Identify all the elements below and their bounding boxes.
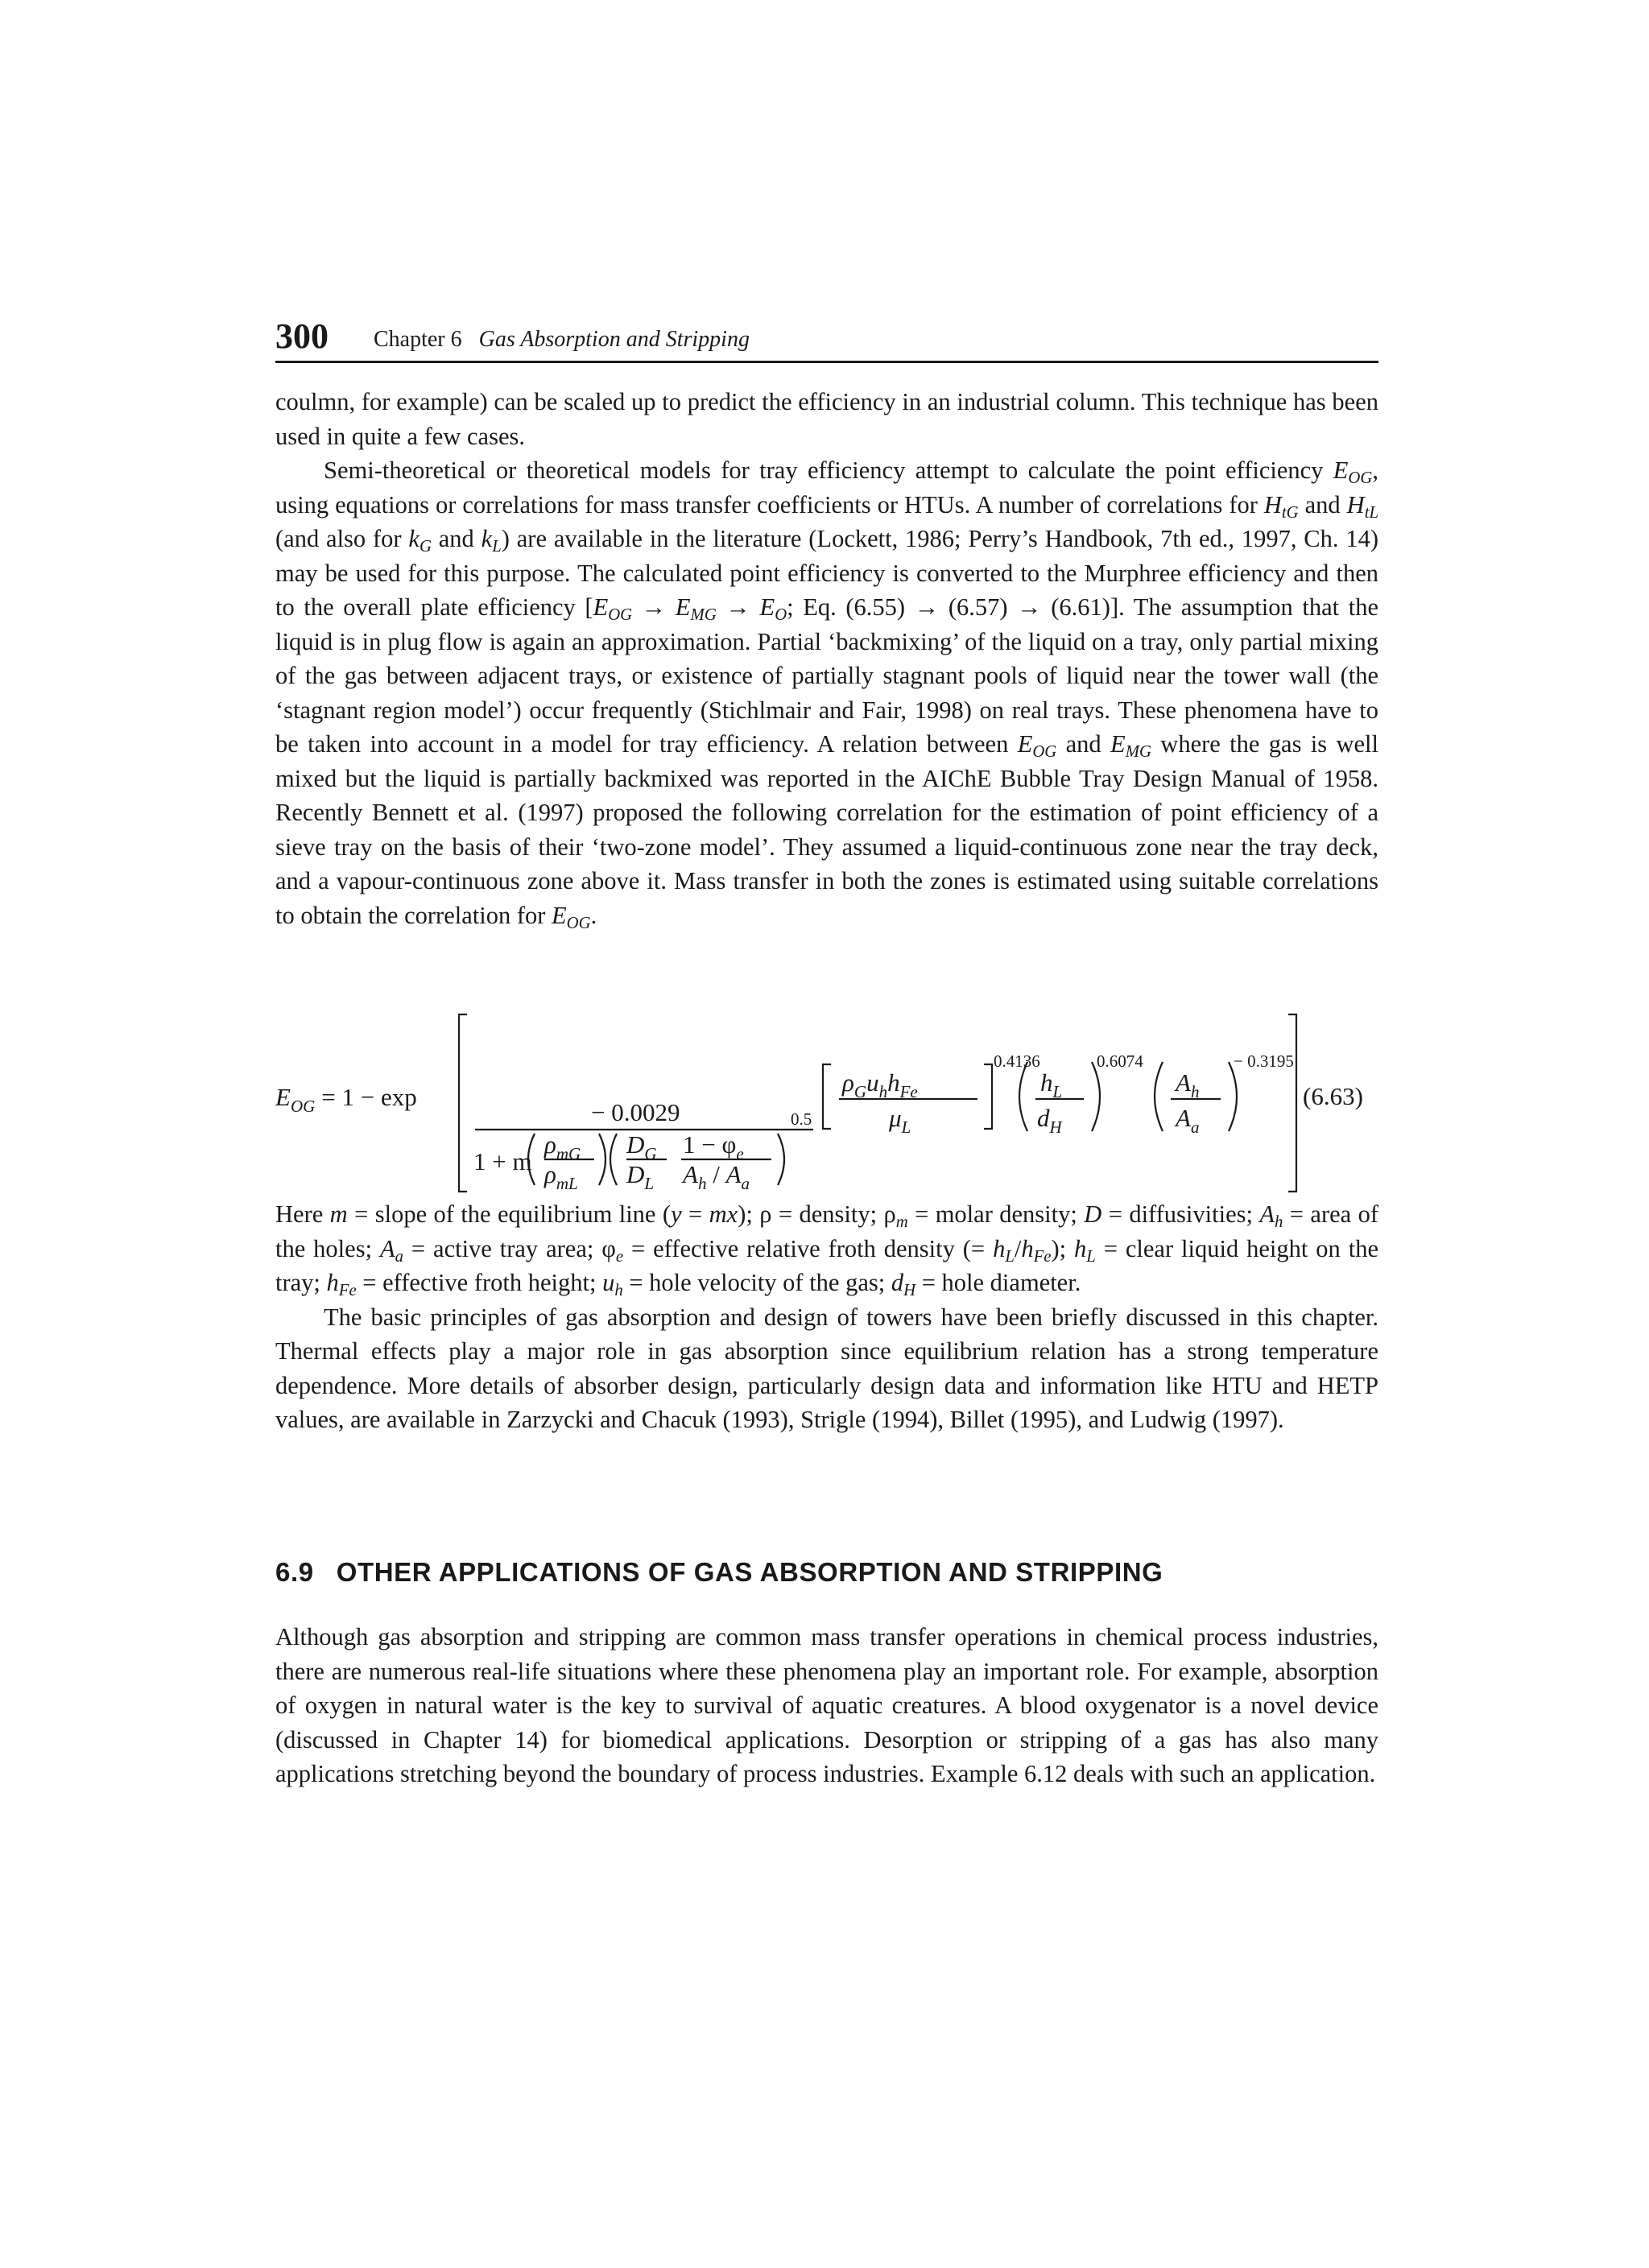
paragraph-4: The basic principles of gas absorption and design of towers have been briefly discussed in this chapter. Thermal effects play a major role in gas absorption since equilibrium relation has a strong temperature dependence. More details of absorber design, particularly design data and information like HTU and HETP values, are available in Zarzycki and Chacuk (1993), Strigle (1994), Billet (1995), and Ludwig (1997).: [275, 1303, 1378, 1433]
running-header: [275, 316, 1378, 363]
equation-exp-0-5: 0.5: [791, 1109, 812, 1129]
equation-lhs: = 1 − exp: [321, 1083, 417, 1111]
section-heading: [275, 1557, 1163, 1588]
svg-text:Ah / Aa: $A_h / A_a$: [683, 1160, 750, 1193]
svg-text:DG: $D_G$: [626, 1130, 657, 1163]
section-number: 6.9: [275, 1557, 314, 1587]
svg-text:ρmL: $\rho_{mL}$: [544, 1160, 578, 1193]
svg-text:1 − φe: $1 - \varphi_e$: [683, 1130, 744, 1163]
equation-one-minus-phi: 1 − φ: [683, 1130, 737, 1159]
body-top: [275, 385, 1378, 932]
equation-one-plus-m: 1 + m: [473, 1147, 532, 1175]
svg-text:ρmG: $\rho_{mG}$: [544, 1130, 581, 1163]
svg-text:dH: $d_H$: [1037, 1104, 1062, 1137]
svg-text:EOG= 1 − exp: $E_{OG} = 1 - \exp$: [275, 1083, 417, 1116]
equation-6-63: [275, 1010, 1378, 1196]
body-bottom: [275, 1620, 1378, 1791]
paragraph-2: Semi-theoretical or theoretical models for tray efficiency attempt to calculate the point efficiency $E_{OG}$, using equations or correlations for mass transfer coefficients or HTUs. A number of correlations for $H_{tG}$ and $H_{tL}$ (and also for $k_G$ and $k_L$) are available in the literature (Lockett, 1986; Perry’s Handbook, 7th ed., 1997, Ch. 14) may be used for this purpose. The calculated point efficiency is converted to the Murphree efficiency and then to the overall plate efficiency [$E_{OG} \to E_{MG} \to E_O$; Eq. (6.55) → (6.57) → (6.61)]. The assumption that the liquid is in plug flow is again an approximation. Partial ‘backmixing’ of the liquid on a tray, only partial mixing of the gas between adjacent trays, or existence of partially stagnant pools of liquid near the tower wall (the ‘stagnant region model’) occur frequently (Stichlmair and Fair, 1998) on real trays. These phenomena have to be taken into account in a model for tray efficiency. A relation between $E_{OG}$ and $E_{MG}$ where the gas is well mixed but the liquid is partially backmixed was reported in the AIChE Bubble Tray Design Manual of 1958. Recently Bennett et al. (1997) proposed the following correlation for the estimation of point efficiency of a sieve tray on the basis of their ‘two-zone model’. They assumed a liquid-continuous zone near the tray deck, and a vapour-continuous zone above it. Mass transfer in both the zones is estimated using suitable correlations to obtain the correlation for $E_{OG}$.: [275, 456, 1379, 932]
paragraph-3: Here m = slope of the equilibrium line (y = mx); ρ = density; $\rho_m$ = molar density; D = diffusivities; $A_h$ = area of the holes; $A_a$ = active tray area; $\varphi_e$ = effective relative froth density (= $h_L/h_{Fe}$); $h_L$ = clear liquid height on the tray; $h_{Fe}$ = effective froth height; $u_h$ = hole velocity of the gas; $d_H$ = hole diameter.: [275, 1200, 1378, 1299]
equation-numerator: − 0.0029: [591, 1098, 680, 1126]
body-middle: [275, 1197, 1378, 1437]
paragraph-5: Although gas absorption and stripping are common mass transfer operations in chemical process industries, there are numerous real-life situations where these phenomena play an important role. For example, absorption of oxygen in natural water is the key to survival of aquatic creatures. A blood oxygenator is a novel device (discussed in Chapter 14) for biomedical applications. Desorption or stripping of a gas has also many applications stretching beyond the boundary of process industries. Example 6.12 deals with such an application.: [275, 1623, 1378, 1787]
equation-exp-2: 0.6074: [1097, 1051, 1143, 1071]
svg-text:hL: $h_L$: [1040, 1068, 1063, 1101]
equation-exp-3: − 0.3195: [1234, 1051, 1294, 1071]
chapter-heading: [374, 327, 750, 353]
page-number: 300: [275, 316, 329, 356]
chapter-label: Chapter 6: [374, 327, 462, 352]
section-title: OTHER APPLICATIONS OF GAS ABSORPTION AND STRIPPING: [336, 1557, 1163, 1587]
svg-text:μL: $\mu_L$: [889, 1104, 911, 1137]
svg-text:Ah: $A_h$: [1176, 1068, 1200, 1101]
svg-text:Aa: $A_a$: [1176, 1104, 1200, 1137]
paragraph-1: coulmn, for example) can be scaled up to predict the efficiency in an industrial column. This technique has been used in quite a few cases.: [275, 388, 1378, 450]
equation-exp-1: 0.4136: [994, 1051, 1040, 1071]
chapter-title: Gas Absorption and Stripping: [478, 327, 750, 352]
equation-label: (6.63): [1303, 1082, 1363, 1110]
svg-text:DL: $D_L$: [626, 1160, 655, 1193]
svg-text:ρGuhhFe: $\rho_Gu_hh_{Fe}$: [842, 1068, 918, 1101]
